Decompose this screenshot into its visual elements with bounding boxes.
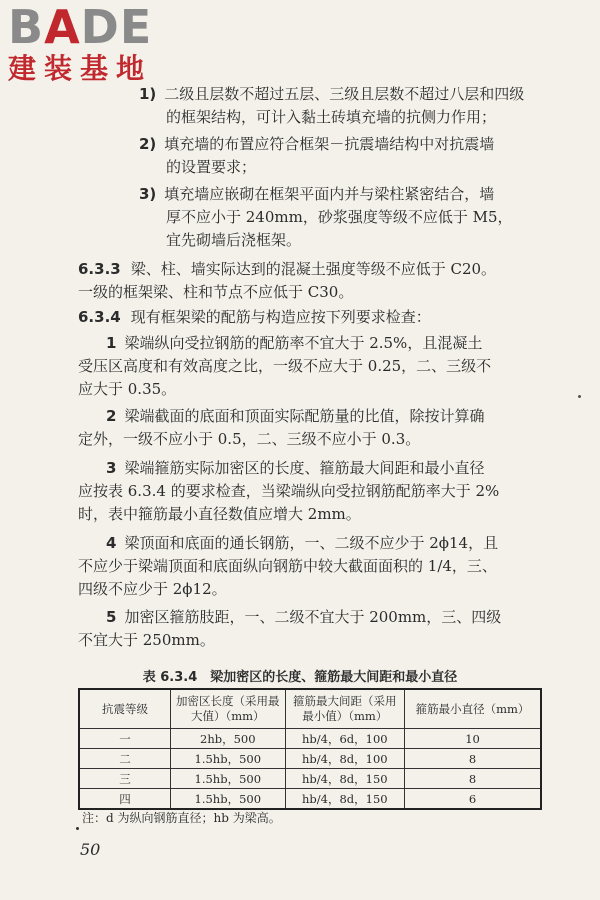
table-row — [79, 729, 541, 749]
table-cell: 四 — [79, 789, 171, 810]
header-stirrup-diameter: 箍筋最小直径（mm） — [405, 689, 541, 729]
header-seismic-grade: 抗震等级 — [79, 689, 171, 729]
table-cell: hb/4，8d，100 — [285, 749, 404, 769]
point-3-line1: 3 梁端箍筋实际加密区的长度、箍筋最大间距和最小直径 — [106, 459, 485, 477]
table-row — [79, 769, 541, 789]
point-3-line3: 时，表中箍筋最小直径数值应增大 2mm。 — [78, 505, 361, 523]
table-cell: 8 — [405, 749, 541, 769]
item-3-line1: 3) 填充墙应嵌砌在框架平面内并与梁柱紧密结合，墙 — [139, 185, 495, 203]
point-3-line2: 应按表 6.3.4 的要求检查，当梁端纵向受拉钢筋配筋率大于 2% — [78, 482, 500, 500]
item-1-line2: 的框架结构，可计入黏土砖填充墙的抗侧力作用； — [166, 108, 497, 126]
table-row — [79, 749, 541, 769]
table-cell: 1.5hb，500 — [171, 749, 286, 769]
page-number: 50 — [80, 840, 101, 859]
clause-6-3-3-line1: 6.3.3 梁、柱、墙实际达到的混凝土强度等级不应低于 C20。 — [78, 260, 497, 278]
table-cell: 8 — [405, 769, 541, 789]
header-stirrup-spacing: 箍筋最大间距（采用最小值）（mm） — [285, 689, 404, 729]
speck — [578, 395, 581, 398]
table-cell: 三 — [79, 769, 171, 789]
header-dense-zone-length: 加密区长度（采用最大值）（mm） — [171, 689, 286, 729]
table-row — [79, 789, 541, 810]
table-cell: hb/4，8d，150 — [285, 789, 404, 810]
table-cell: 一 — [79, 729, 171, 749]
item-3-line2: 厚不应小于 240mm，砂浆强度等级不应低于 M5， — [166, 208, 513, 226]
table-note: 注：d 为纵向钢筋直径；hb 为梁高。 — [82, 811, 281, 825]
point-4-line2: 不应少于梁端顶面和底面纵向钢筋中较大截面面积的 1/4，三、 — [78, 557, 497, 575]
point-2-line2: 定外，一级不应小于 0.5，二、三级不应小于 0.3。 — [78, 430, 421, 448]
point-4-line3: 四级不应少于 2ϕ12。 — [78, 580, 227, 598]
clause-6-3-3-line2: 一级的框架梁、柱和节点不应低于 C30。 — [78, 283, 354, 301]
point-5-line1: 5 加密区箍筋肢距，一、二级不宜大于 200mm，三、四级 — [106, 608, 502, 626]
table-cell: 2hb，500 — [171, 729, 286, 749]
logo-subtitle: 建装基地 — [8, 52, 153, 85]
item-3-line3: 宜先砌墙后浇框架。 — [166, 231, 302, 249]
logo-wordmark: BADE — [8, 0, 153, 54]
bullet-dot — [76, 827, 79, 830]
point-1-line1: 1 梁端纵向受拉钢筋的配筋率不宜大于 2.5%，且混凝土 — [106, 334, 483, 352]
table-cell: 10 — [405, 729, 541, 749]
point-1-line2: 受压区高度和有效高度之比，一级不应大于 0.25，二、三级不 — [78, 357, 492, 375]
point-2-line1: 2 梁端截面的底面和顶面实际配筋量的比值，除按计算确 — [106, 407, 485, 425]
clause-6-3-4-heading: 6.3.4 现有框架梁的配筋与构造应按下列要求检查： — [78, 308, 431, 326]
table-cell: hb/4，8d，150 — [285, 769, 404, 789]
point-4-line1: 4 梁顶面和底面的通长钢筋，一、二级不应少于 2ϕ14，且 — [106, 534, 499, 552]
item-2-line1: 2) 填充墙的布置应符合框架－抗震墙结构中对抗震墙 — [139, 135, 495, 153]
point-5-line2: 不宜大于 250mm。 — [78, 631, 215, 649]
table-cell: 二 — [79, 749, 171, 769]
table-6-3-4 — [78, 688, 542, 810]
table-caption: 表 6.3.4 梁加密区的长度、箍筋最大间距和最小直径 — [142, 670, 458, 685]
table-cell: 1.5hb，500 — [171, 769, 286, 789]
table-cell: 1.5hb，500 — [171, 789, 286, 810]
point-1-line3: 应大于 0.35。 — [78, 380, 177, 398]
table-cell: hb/4，6d，100 — [285, 729, 404, 749]
table-header-row — [79, 689, 541, 729]
table-cell: 6 — [405, 789, 541, 810]
item-1-line1: 1) 二级且层数不超过五层、三级且层数不超过八层和四级 — [139, 85, 525, 103]
item-2-line2: 的设置要求； — [166, 158, 257, 176]
